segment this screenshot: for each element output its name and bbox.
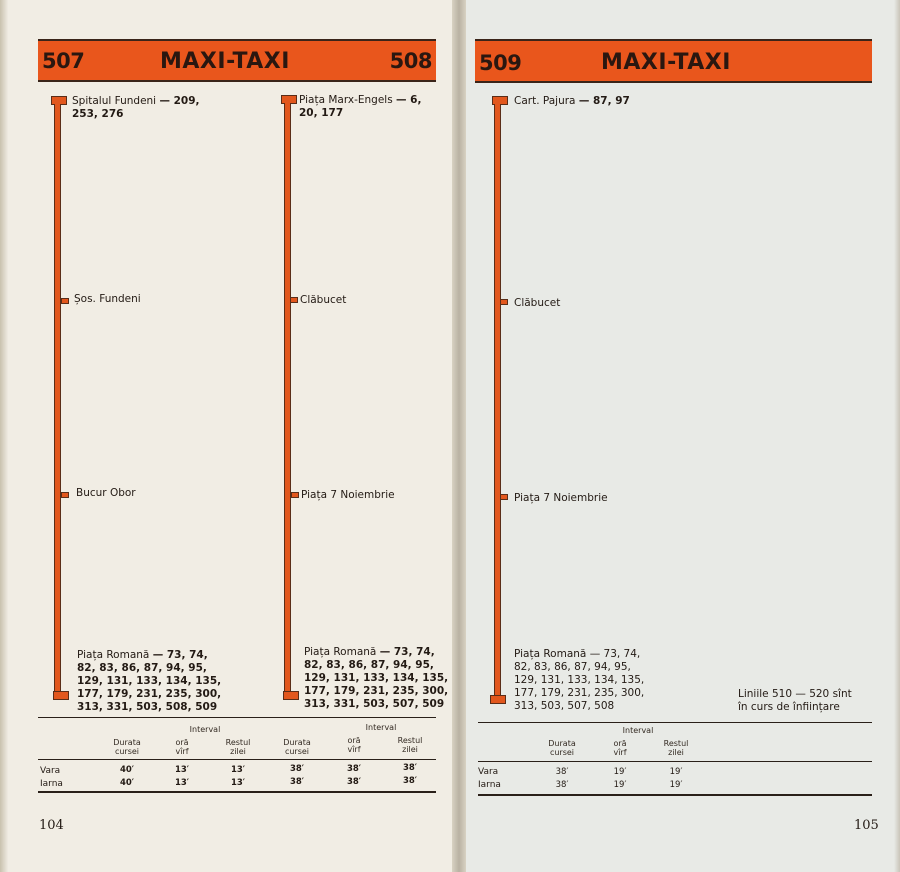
stop-piata-romana: Piața Romană — 73, 74, 82, 83, 86, 87, 94, 95, 129, 131, 133, 134, 135, 177, 179, 231, 235, 300, 313, 331, 503, 507, 509 [304,646,449,710]
cell-508-rest-iarna: 38′ [402,776,418,786]
cell-507-durata-vara: 40′ [119,765,135,775]
stop-sos-fundeni: Șos. Fundeni [74,293,141,305]
cell-509-ora-vara: 19′ [613,767,627,777]
route-cap-bottom [53,691,69,700]
cell-508-rest-vara: 38′ [402,763,418,773]
table-rule-top [38,717,436,718]
cell-508-ora-iarna: 38′ [346,777,362,787]
stop-clabucet: Clăbucet [514,297,561,309]
route-number-509: 509 [479,51,522,75]
cell-507-ora-iarna: 13′ [174,778,190,788]
page-number: 104 [39,818,64,833]
stop-bucur-obor: Bucur Obor [76,487,136,499]
row-label-iarna: Iarna [478,780,501,790]
col-restul-zilei: Restul zilei [663,739,689,757]
cell-508-ora-vara: 38′ [346,764,362,774]
col-durata: Durata cursei [548,739,576,757]
cell-509-durata-vara: 38′ [555,767,569,777]
stop-marker [61,298,69,304]
cell-507-rest-iarna: 13′ [230,778,246,788]
table-rule-bottom [38,791,436,793]
row-label-vara: Vara [478,767,499,777]
header-banner [475,39,872,83]
stop-marker [291,492,299,498]
route-number-507: 507 [42,49,85,73]
cell-509-rest-vara: 19′ [669,767,683,777]
col-ora-virf: oră vîrf [175,738,189,756]
col-restul-zilei: Restul zilei [225,738,251,756]
stop-marker [500,299,508,305]
route-cap-bottom [283,691,299,700]
header-banner [38,39,436,82]
cell-509-durata-iarna: 38′ [555,780,569,790]
route-line [54,104,61,692]
route-line [284,103,291,692]
stop-spitalul-fundeni: Spitalul Fundeni — 209, 253, 276 [72,95,200,120]
header-title: MAXI-TAXI [601,50,731,75]
cell-507-durata-iarna: 40′ [119,778,135,788]
col-durata: Durata cursei [283,738,311,756]
table-rule-mid [38,759,436,760]
interval-header: Interval [622,726,654,735]
stop-marker [61,492,69,498]
cell-509-rest-iarna: 19′ [669,780,683,790]
page-edge [894,0,900,872]
cell-508-durata-iarna: 38′ [289,777,305,787]
table-rule-bottom [478,794,872,796]
table-rule-top [478,722,872,723]
route-number-508: 508 [389,49,432,73]
stop-marker [290,297,298,303]
interval-header: Interval [189,725,221,734]
book-gutter [452,0,466,872]
cell-507-ora-vara: 13′ [174,765,190,775]
cell-507-rest-vara: 13′ [230,765,246,775]
page-number: 105 [854,818,879,833]
interval-header: Interval [365,723,397,732]
col-ora-virf: oră vîrf [613,739,627,757]
stop-piata-marx-engels: Piața Marx-Engels — 6, 20, 177 [299,94,422,119]
route-line [494,104,501,696]
stop-piata-7-noiembrie: Piața 7 Noiembrie [514,492,608,504]
stop-piata-romana: Piața Romană — 73, 74, 82, 83, 86, 87, 94, 95, 129, 131, 133, 134, 135, 177, 179, 231, 235, 300, 313, 503, 507, 508 [514,648,645,712]
col-restul-zilei: Restul zilei [397,736,423,754]
note-lines-in-progress: Liniile 510 — 520 sînt în curs de înființare [738,688,852,713]
row-label-iarna: Iarna [40,779,63,789]
cell-508-durata-vara: 38′ [289,764,305,774]
page-edge [0,0,8,872]
cell-509-ora-iarna: 19′ [613,780,627,790]
stop-piata-romana: Piața Romană — 73, 74, 82, 83, 86, 87, 94, 95, 129, 131, 133, 134, 135, 177, 179, 231, 235, 300, 313, 331, 503, 508, 509 [77,649,222,713]
route-cap-bottom [490,695,506,704]
stop-cart-pajura: Cart. Pajura — 87, 97 [514,95,630,107]
stop-clabucet: Clăbucet [300,294,347,306]
right-page [458,0,900,872]
header-title: MAXI-TAXI [160,49,290,74]
row-label-vara: Vara [40,766,61,776]
table-rule-mid [478,761,872,762]
col-ora-virf: oră vîrf [347,736,361,754]
stop-marker [500,494,508,500]
col-durata: Durata cursei [113,738,141,756]
stop-piata-7-noiembrie: Piața 7 Noiembrie [301,489,395,501]
